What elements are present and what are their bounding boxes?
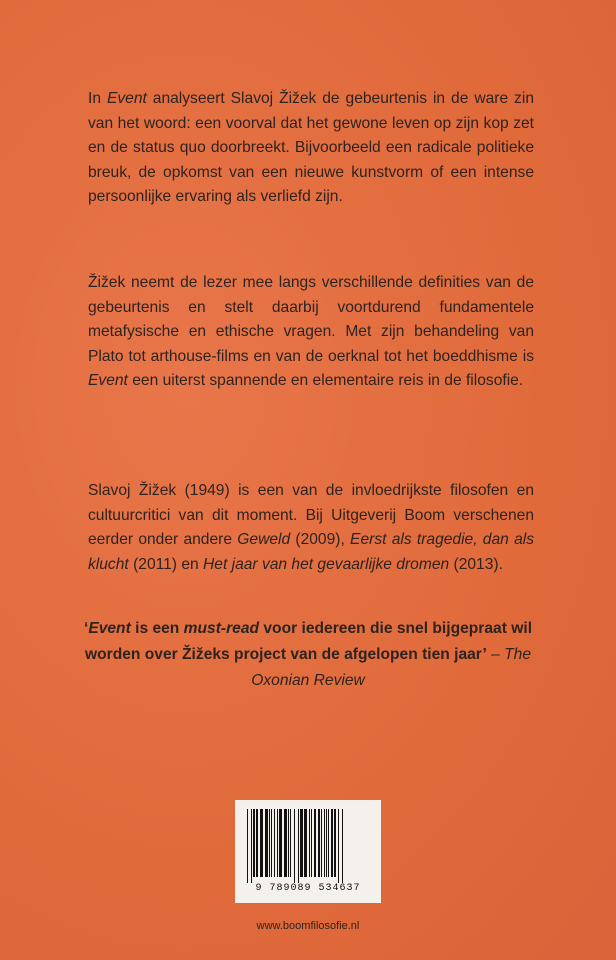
author-bio-paragraph: [88, 479, 534, 577]
title-italic: Event: [106, 90, 147, 107]
text-run: Žižek neemt de lezer mee langs verschillende definities van de gebeurtenis en stelt daarbij voortdurend fundamentele metafysische en ethische vragen. Met zijn behandeling van Plato tot arthouse-films en van de oerknal tot het boeddhisme is: [88, 274, 534, 365]
book-title-geweld: Geweld: [237, 531, 291, 549]
text-run: (2013).: [449, 555, 503, 573]
quote-mark: ‘: [83, 620, 89, 637]
text-run: voor iedereen die snel bijgepraat wil worden over Žižeks project van de afgelopen tien jaar’: [84, 620, 533, 663]
text-run: analyseert Slavoj Žižek de gebeurtenis in de ware zin van het woord: een voorval dat het gewone leven op zijn kop zet en de status quo doorbreekt. Bijvoorbeeld een radicale politieke breuk, de opkomst van een nieuwe kunstvorm of een intense persoonlijke ervaring als verliefd zijn.: [88, 90, 534, 206]
text-run: een uiterst spannende en elementaire reis in de filosofie.: [127, 372, 524, 390]
website-url: www.boomfilosofie.nl: [256, 920, 360, 932]
text-run: is een: [130, 620, 184, 637]
book-title-eerst-als-tragedie: Eerst als tragedie, dan als klucht: [88, 531, 535, 573]
text-run: (2011) en: [128, 555, 204, 573]
blurb-paragraph-2: [88, 271, 534, 394]
text-run: (2009),: [290, 531, 351, 549]
title-italic: Event: [88, 372, 128, 390]
title-italic: Event: [88, 620, 131, 637]
text-run: In: [88, 90, 107, 107]
review-quote: [60, 616, 556, 694]
blurb-paragraph-1: [88, 87, 534, 210]
dash: –: [486, 646, 505, 663]
book-title-het-jaar: Het jaar van het gevaarlijke dromen: [203, 555, 450, 573]
barcode: [235, 800, 381, 903]
quote-source: The Oxonian Review: [251, 646, 532, 689]
emphasis-italic: must-read: [183, 620, 260, 637]
isbn-number: 9 789089 534637: [255, 883, 361, 894]
text-run: Slavoj Žižek (1949) is een van de invloedrijkste filosofen en cultuurcritici van dit moment. Bij Uitgeverij Boom verschenen eerder onder andere: [88, 482, 534, 549]
barcode-bars: [247, 809, 369, 883]
